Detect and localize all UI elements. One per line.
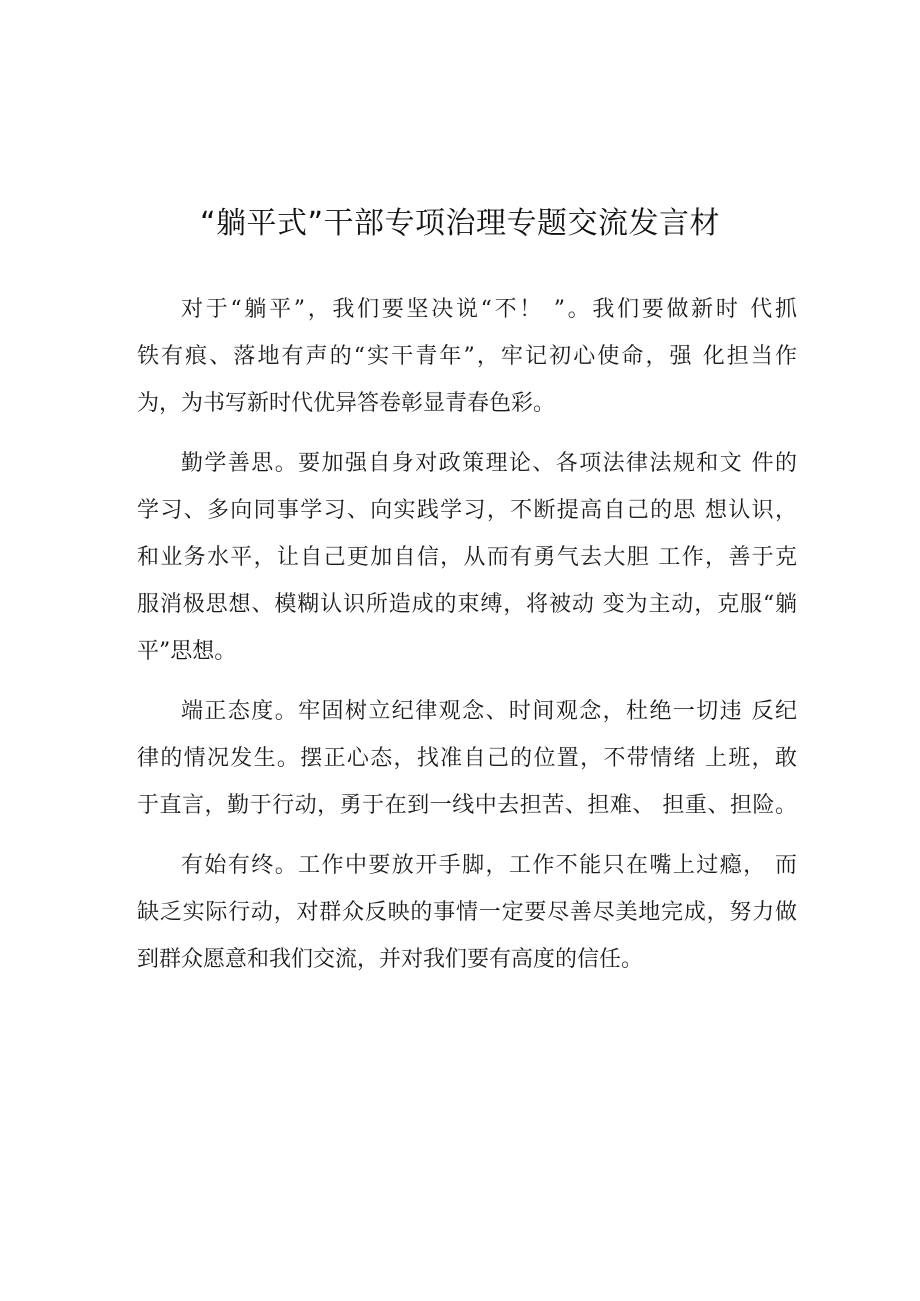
paragraph-line: 端正态度。牢固树立纪律观念、时间观念，杜绝一切违 反纪 bbox=[181, 699, 797, 724]
paragraph-line: 有始有终。工作中要放开手脚，工作不能只在嘴上过瘾， 而 bbox=[181, 853, 797, 878]
document-title: “躺平式”干部专项治理专题交流发言材 bbox=[199, 206, 721, 241]
paragraph-study bbox=[137, 440, 797, 675]
paragraph-line: 铁有痕、落地有声的“实干青年”，牢记初心使命，强 化担当作 bbox=[137, 344, 797, 369]
paragraph-line: 于直言，勤于行动，勇于在到一线中去担苦、担难、 担重、担险。 bbox=[137, 793, 797, 818]
paragraph-line: 学习、多向同事学习、向实践学习，不断提高自己的思 想认识， bbox=[137, 498, 797, 523]
paragraph-line: 服消极思想、模糊认识所造成的束缚，将被动 变为主动，克服“躺 bbox=[137, 592, 797, 617]
paragraph-line: 平”思想。 bbox=[137, 639, 237, 664]
paragraph-line: 为，为书写新时代优异答卷彰显青春色彩。 bbox=[137, 391, 556, 416]
paragraph-line: 到群众愿意和我们交流，并对我们要有高度的信任。 bbox=[137, 947, 644, 972]
paragraph-line: 对于“躺平”，我们要坚决说“不！ ”。我们要做新时 代抓 bbox=[181, 297, 797, 322]
paragraph-line: 缺乏实际行动，对群众反映的事情一定要尽善尽美地完成，努力做 bbox=[137, 900, 797, 925]
paragraph-intro bbox=[137, 286, 797, 427]
paragraph-line: 勤学善思。要加强自身对政策理论、各项法律法规和文 件的 bbox=[181, 451, 797, 476]
document-body bbox=[137, 286, 797, 996]
paragraph-line: 和业务水平，让自己更加自信，从而有勇气去大胆 工作，善于克 bbox=[137, 545, 797, 570]
paragraph-persistence bbox=[137, 842, 797, 983]
paragraph-line: 律的情况发生。摆正心态，找准自己的位置，不带情绪 上班，敢 bbox=[137, 746, 797, 771]
paragraph-attitude bbox=[137, 688, 797, 829]
